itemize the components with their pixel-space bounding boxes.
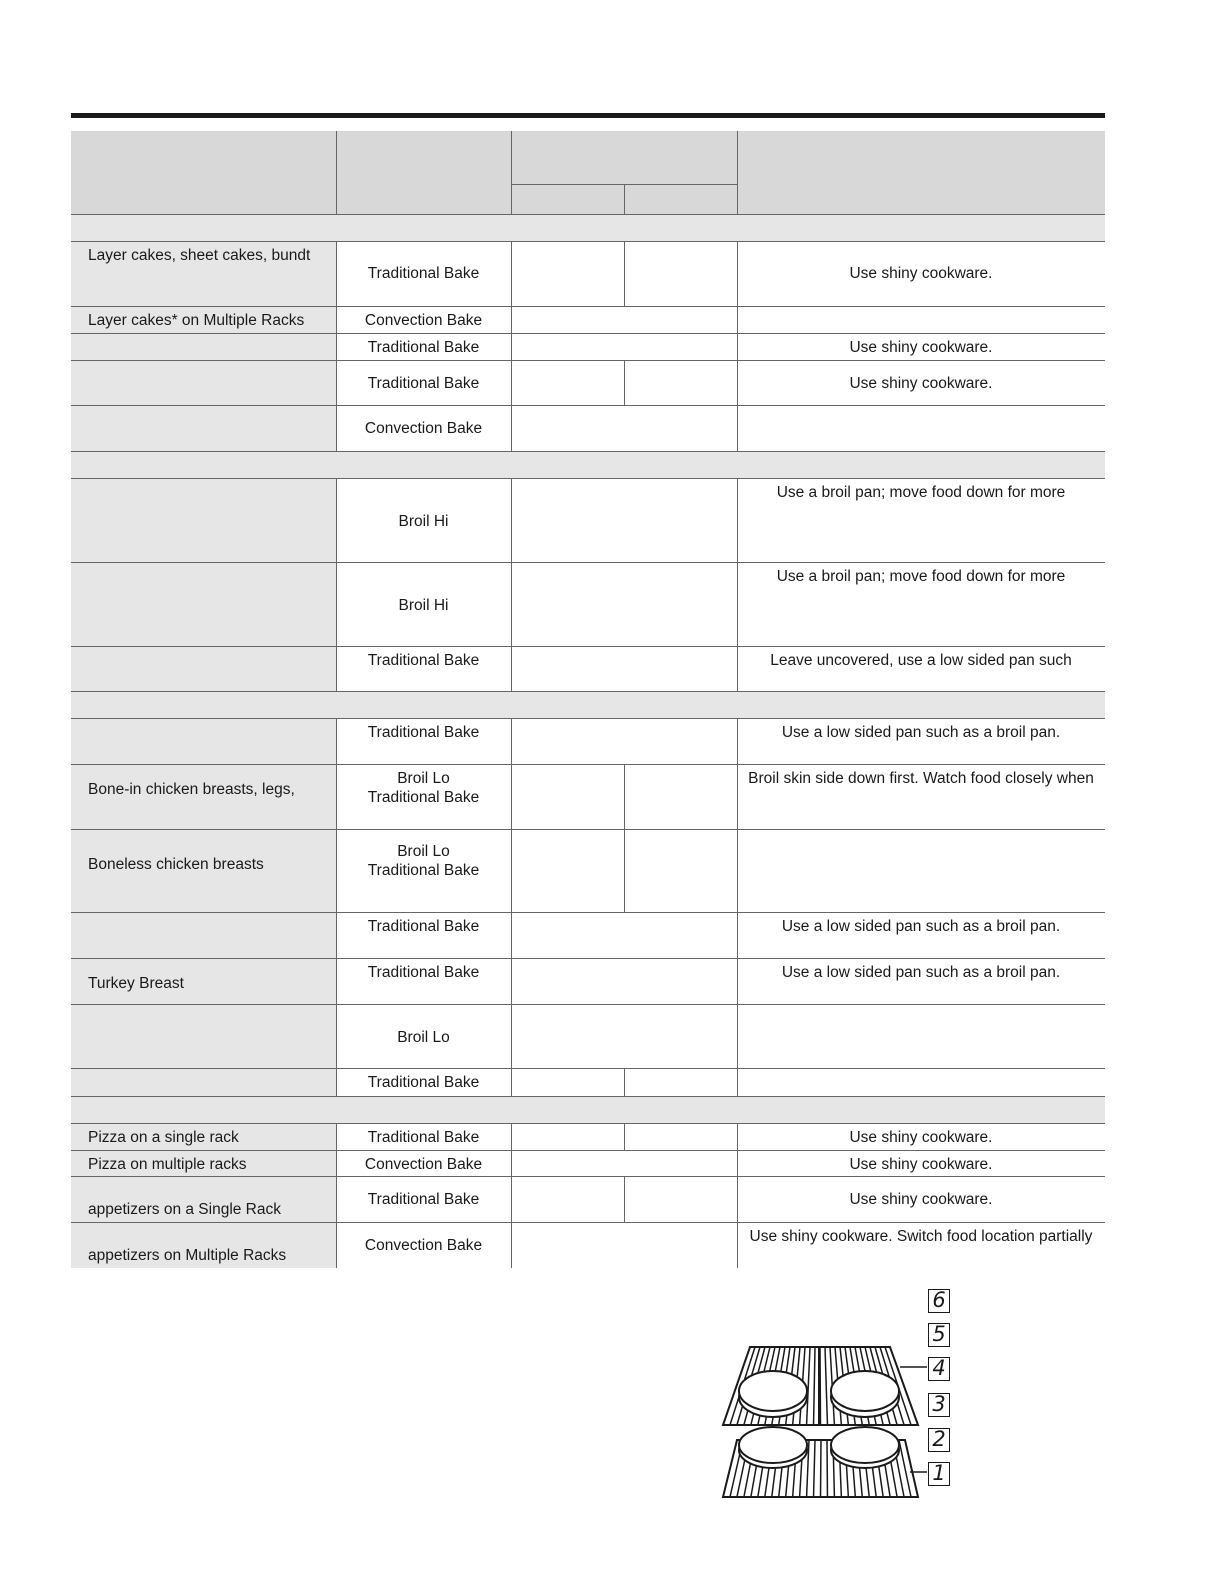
grid-line (511, 1004, 512, 1068)
row-rack-cell (511, 646, 737, 691)
row-food-cell: Pizza on multiple racks (71, 1150, 336, 1176)
row-notes-cell (737, 306, 1105, 333)
grid-line (737, 405, 738, 451)
row-mode-cell: Traditional Bake (336, 958, 511, 1004)
grid-line (336, 562, 337, 646)
row-food-cell (71, 562, 336, 646)
grid-line (511, 764, 512, 829)
row-rack-cell (624, 1123, 737, 1150)
row-notes-cell: Use shiny cookware. (737, 1150, 1105, 1176)
grid-line (336, 405, 337, 451)
grid-line (71, 646, 1105, 647)
row-rack-cell (511, 1123, 624, 1150)
row-rack-cell (511, 333, 737, 360)
row-rack-cell (624, 1068, 737, 1096)
row-mode-cell: Broil Hi (336, 478, 511, 562)
grid-line (71, 360, 1105, 361)
grid-line (737, 1150, 738, 1176)
grid-line (511, 1176, 512, 1222)
row-notes-cell: Use a low sided pan such as a broil pan. (737, 718, 1105, 764)
row-rack-cell (511, 718, 737, 764)
grid-line (71, 1096, 1105, 1097)
grid-line (336, 1068, 337, 1096)
grid-line (71, 691, 1105, 692)
grid-line (71, 306, 1105, 307)
grid-line (737, 1068, 738, 1096)
row-notes-cell: Use a low sided pan such as a broil pan. (737, 958, 1105, 1004)
grid-line (71, 562, 1105, 563)
row-notes-cell: Broil skin side down first. Watch food closely when (737, 764, 1105, 829)
grid-line (336, 1123, 337, 1150)
rack-position-label: 5 (928, 1323, 950, 1347)
grid-line (336, 1004, 337, 1068)
grid-line (336, 958, 337, 1004)
row-rack-cell (624, 764, 737, 829)
row-food-cell: Boneless chicken breasts (71, 829, 336, 912)
section-band (71, 1096, 1105, 1123)
grid-line (71, 451, 1105, 452)
grid-line (71, 1176, 1105, 1177)
row-mode-cell: Traditional Bake (336, 718, 511, 764)
rack-position-label: 4 (928, 1357, 950, 1381)
row-food-cell (71, 1068, 336, 1096)
rack-position-label: 6 (928, 1289, 950, 1313)
grid-line (737, 360, 738, 405)
row-rack-cell (511, 1004, 737, 1068)
row-food-cell: Pizza on a single rack (71, 1123, 336, 1150)
row-rack-cell (511, 405, 737, 451)
row-notes-cell: Use shiny cookware. (737, 1123, 1105, 1150)
row-rack-cell (511, 958, 737, 1004)
grid-line (511, 360, 512, 405)
grid-line (737, 912, 738, 958)
grid-line (336, 131, 337, 214)
row-rack-cell (624, 241, 737, 306)
grid-line (336, 1176, 337, 1222)
row-notes-cell: Use a broil pan; move food down for more (737, 562, 1105, 646)
grid-line (737, 1004, 738, 1068)
row-food-cell: Turkey Breast (71, 958, 336, 1004)
grid-line (511, 562, 512, 646)
row-rack-cell (511, 1222, 737, 1268)
row-notes-cell (737, 405, 1105, 451)
grid-line (737, 718, 738, 764)
row-rack-cell (511, 306, 737, 333)
grid-line (737, 958, 738, 1004)
row-mode-cell: Traditional Bake (336, 646, 511, 691)
grid-line (71, 405, 1105, 406)
grid-line (511, 646, 512, 691)
row-mode-cell: Traditional Bake (336, 1068, 511, 1096)
row-food-cell: Layer cakes, sheet cakes, bundt (71, 241, 336, 306)
grid-line (737, 829, 738, 912)
grid-line (511, 131, 512, 214)
grid-line (71, 1068, 1105, 1069)
row-food-cell: appetizers on Multiple Racks (71, 1222, 336, 1268)
row-rack-cell (511, 829, 624, 912)
row-mode-cell: Traditional Bake (336, 1123, 511, 1150)
row-rack-cell (511, 1150, 737, 1176)
grid-line (737, 562, 738, 646)
row-notes-cell: Use shiny cookware. (737, 1176, 1105, 1222)
row-food-cell: Layer cakes* on Multiple Racks (71, 306, 336, 333)
grid-line (71, 718, 1105, 719)
grid-line (511, 1222, 512, 1268)
grid-line (71, 1123, 1105, 1124)
grid-line (71, 214, 1105, 215)
grid-line (624, 241, 625, 306)
row-food-cell (71, 1004, 336, 1068)
grid-line (71, 958, 1105, 959)
row-rack-cell (511, 1176, 624, 1222)
grid-line (71, 1222, 1105, 1223)
row-mode-cell: Traditional Bake (336, 1176, 511, 1222)
grid-line (71, 478, 1105, 479)
grid-line (511, 478, 512, 562)
row-rack-cell (511, 912, 737, 958)
grid-line (71, 1150, 1105, 1151)
rack-position-label: 3 (928, 1393, 950, 1417)
grid-line (71, 333, 1105, 334)
row-rack-cell (624, 829, 737, 912)
row-mode-cell: Traditional Bake (336, 912, 511, 958)
row-mode-cell: Convection Bake (336, 1222, 511, 1268)
grid-line (737, 306, 738, 333)
grid-line (511, 718, 512, 764)
grid-line (737, 478, 738, 562)
grid-line (71, 1004, 1105, 1005)
grid-line (511, 912, 512, 958)
grid-line (336, 912, 337, 958)
row-rack-cell (624, 360, 737, 405)
row-food-cell (71, 478, 336, 562)
row-mode-cell: Broil Lo (336, 1004, 511, 1068)
grid-line (511, 1068, 512, 1096)
grid-line (624, 764, 625, 829)
table-header (71, 131, 1105, 214)
grid-line (511, 241, 512, 306)
row-mode-cell: Traditional Bake (336, 241, 511, 306)
row-mode-cell: Broil Hi (336, 562, 511, 646)
row-food-cell (71, 646, 336, 691)
row-food-cell: Bone-in chicken breasts, legs, (71, 764, 336, 829)
row-notes-cell: Use a low sided pan such as a broil pan. (737, 912, 1105, 958)
grid-line (624, 1123, 625, 1150)
grid-line (511, 405, 512, 451)
row-food-cell (71, 405, 336, 451)
grid-line (624, 1068, 625, 1096)
top-rule (71, 113, 1105, 118)
row-notes-cell (737, 1004, 1105, 1068)
grid-line (737, 1222, 738, 1268)
row-notes-cell: Use shiny cookware. (737, 333, 1105, 360)
grid-line (737, 764, 738, 829)
rack-position-label: 1 (928, 1462, 950, 1486)
row-mode-cell: Broil Lo Traditional Bake (336, 829, 511, 912)
row-mode-cell: Convection Bake (336, 1150, 511, 1176)
grid-line (624, 360, 625, 405)
row-rack-cell (511, 764, 624, 829)
grid-line (511, 306, 512, 333)
grid-line (511, 829, 512, 912)
grid-line (737, 241, 738, 306)
grid-line (336, 829, 337, 912)
grid-line (336, 718, 337, 764)
row-rack-cell (511, 241, 624, 306)
grid-line (624, 829, 625, 912)
grid-line (737, 131, 738, 214)
row-food-cell (71, 360, 336, 405)
row-notes-cell: Use shiny cookware. (737, 241, 1105, 306)
row-rack-cell (511, 562, 737, 646)
grid-line (624, 1176, 625, 1222)
grid-line (71, 912, 1105, 913)
grid-line (737, 1176, 738, 1222)
lower-rack-icon (723, 1427, 927, 1497)
grid-line (71, 241, 1105, 242)
row-notes-cell: Use shiny cookware. (737, 360, 1105, 405)
row-food-cell (71, 718, 336, 764)
row-rack-cell (511, 478, 737, 562)
section-band (71, 214, 1105, 241)
section-band (71, 451, 1105, 478)
grid-line (71, 829, 1105, 830)
grid-line (511, 1123, 512, 1150)
row-rack-cell (511, 1068, 624, 1096)
row-mode-cell: Traditional Bake (336, 333, 511, 360)
row-notes-cell (737, 1068, 1105, 1096)
row-food-cell (71, 912, 336, 958)
row-food-cell: appetizers on a Single Rack (71, 1176, 336, 1222)
grid-line (336, 306, 337, 333)
grid-line (624, 184, 625, 214)
row-rack-cell (624, 1176, 737, 1222)
grid-line (737, 1123, 738, 1150)
row-notes-cell: Use a broil pan; move food down for more (737, 478, 1105, 562)
grid-line (336, 360, 337, 405)
grid-line (71, 764, 1105, 765)
grid-line (737, 333, 738, 360)
grid-line (511, 1150, 512, 1176)
grid-line (737, 646, 738, 691)
row-notes-cell: Use shiny cookware. Switch food location partially (737, 1222, 1105, 1268)
section-band (71, 691, 1105, 718)
grid-line (336, 478, 337, 562)
row-mode-cell: Broil Lo Traditional Bake (336, 764, 511, 829)
grid-line (336, 764, 337, 829)
row-mode-cell: Traditional Bake (336, 360, 511, 405)
row-rack-cell (511, 360, 624, 405)
grid-line (336, 333, 337, 360)
grid-line (336, 1150, 337, 1176)
row-food-cell (71, 333, 336, 360)
row-mode-cell: Convection Bake (336, 405, 511, 451)
grid-line (336, 241, 337, 306)
rack-position-label: 2 (928, 1428, 950, 1452)
grid-line (511, 958, 512, 1004)
upper-rack-icon (723, 1347, 927, 1425)
grid-line (336, 1222, 337, 1268)
grid-line (511, 333, 512, 360)
table-end (71, 1268, 1105, 1270)
grid-line (336, 646, 337, 691)
row-mode-cell: Convection Bake (336, 306, 511, 333)
row-notes-cell: Leave uncovered, use a low sided pan such (737, 646, 1105, 691)
row-notes-cell (737, 829, 1105, 912)
